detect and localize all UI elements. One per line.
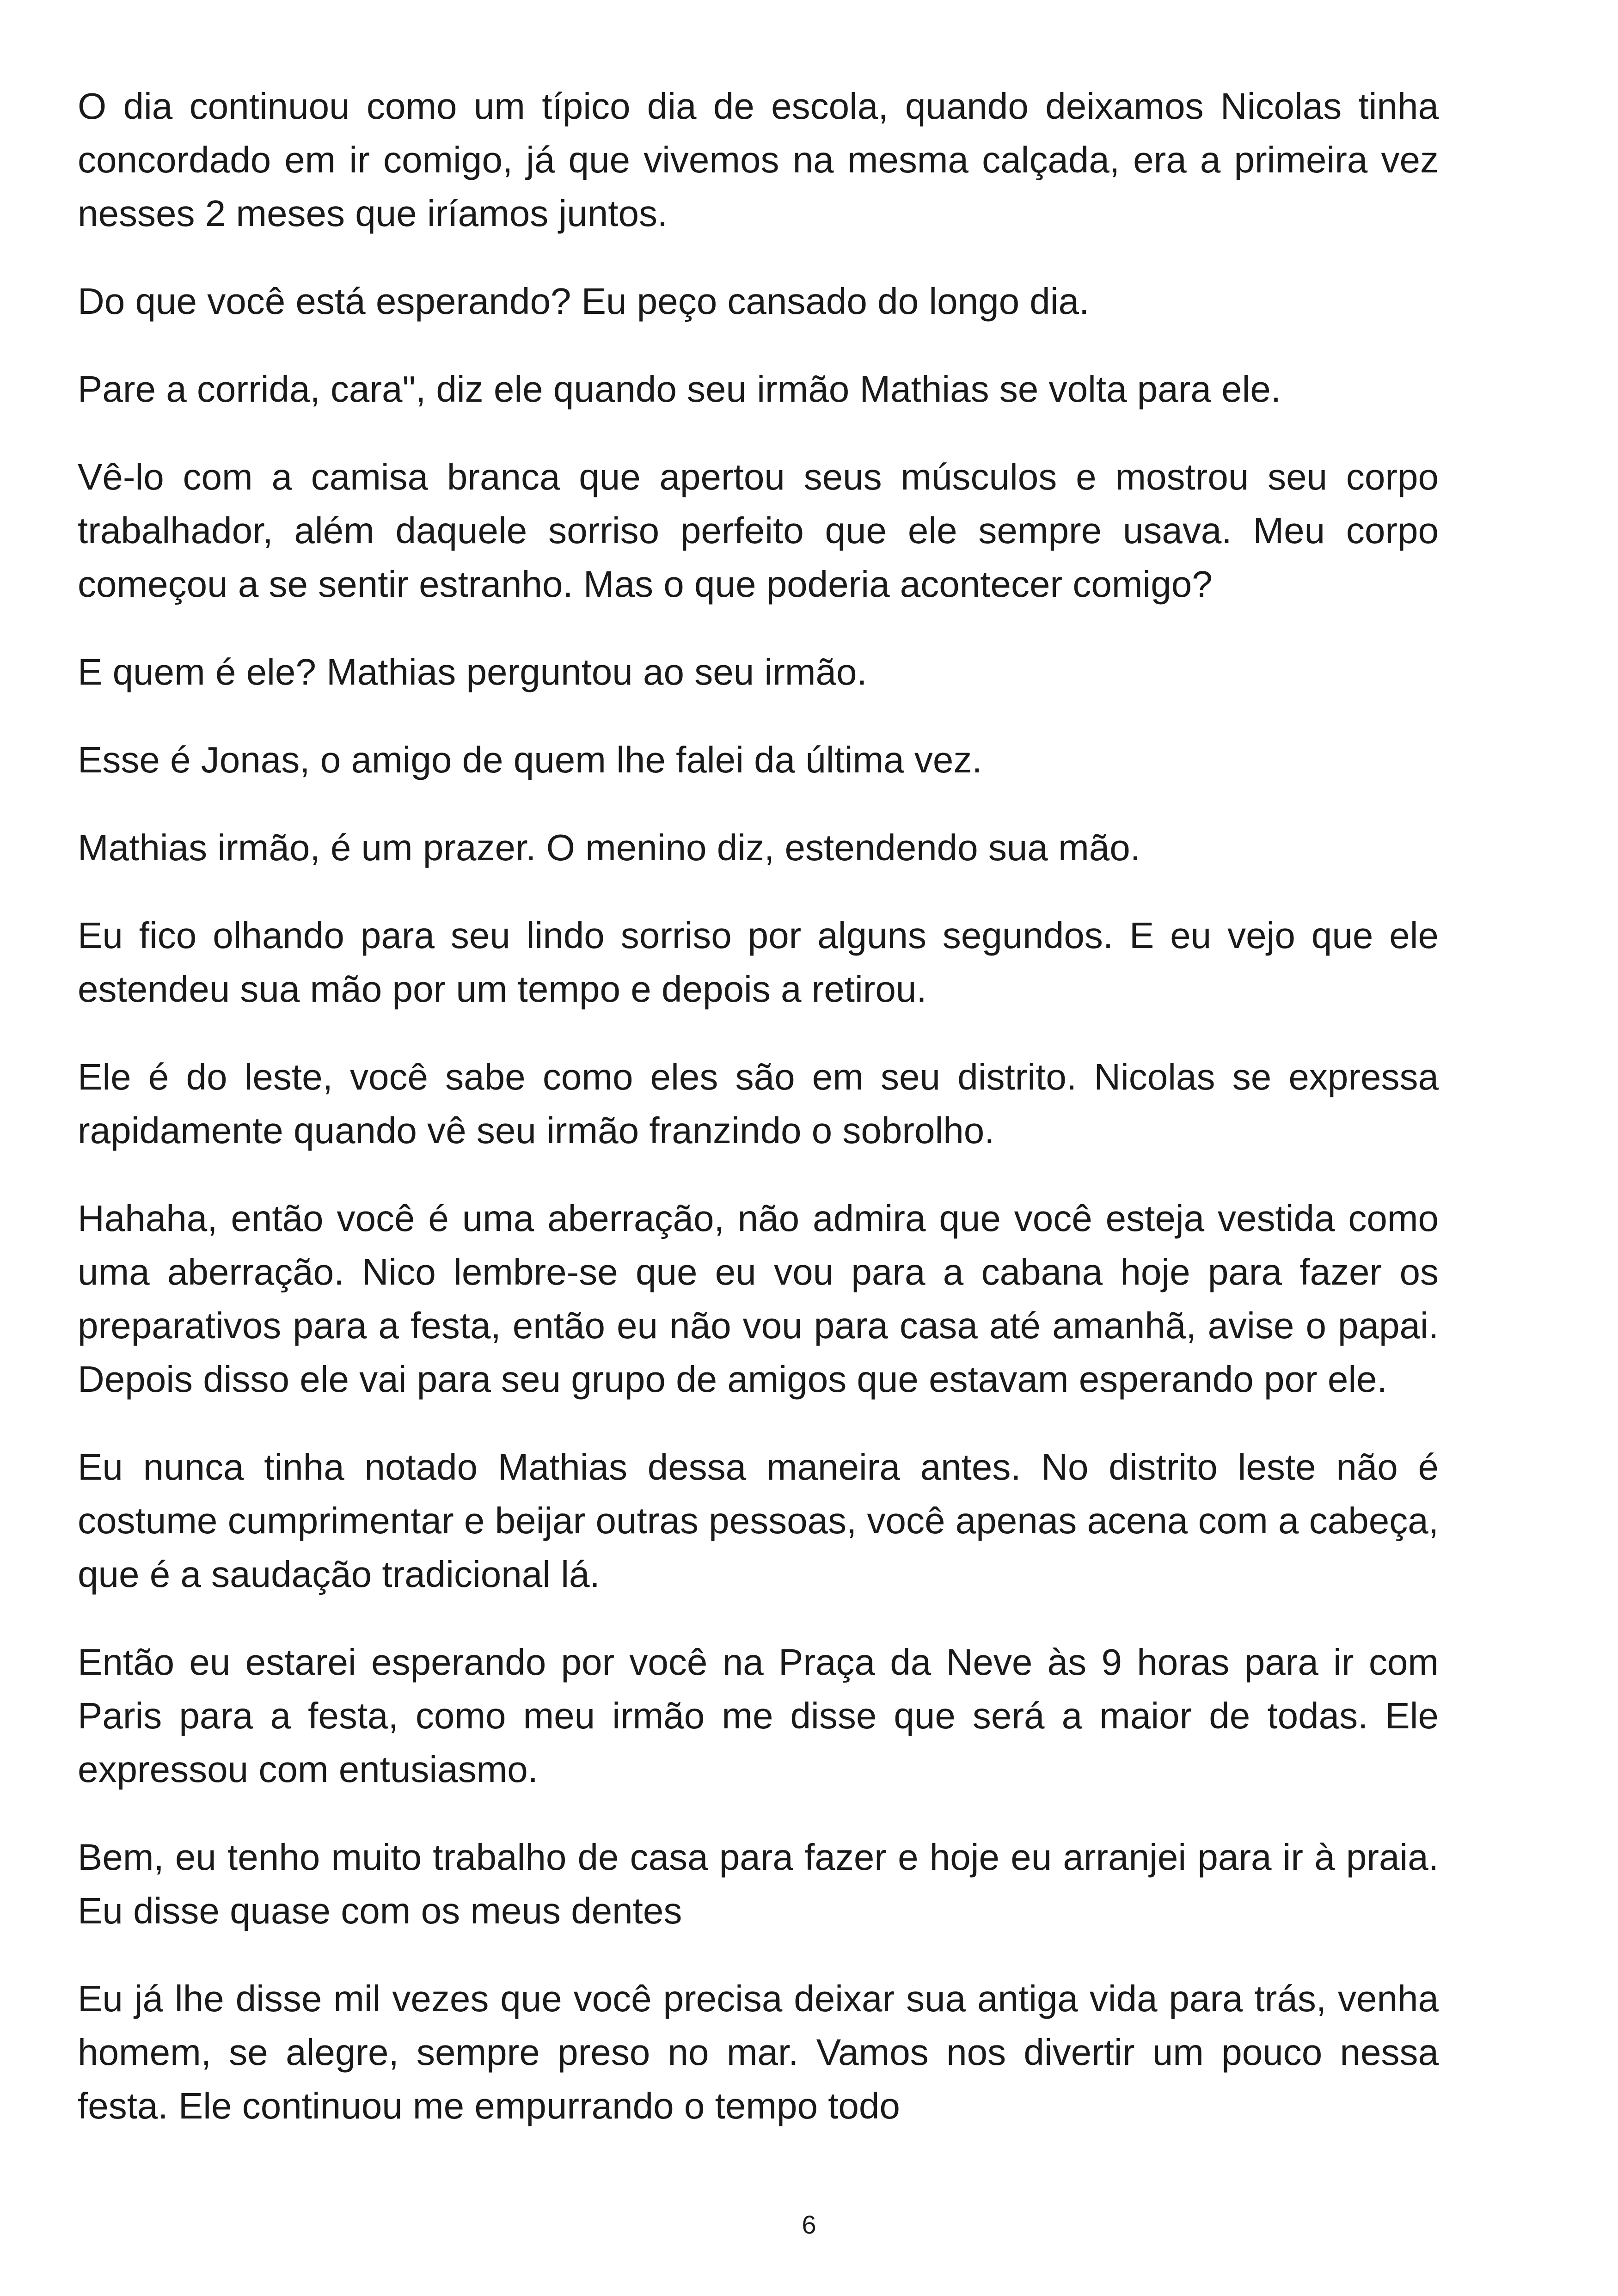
- paragraph-1: O dia continuou como um típico dia de escola, quando deixamos Nicolas tinha concordado em ir comigo, já que vivemos na mesma calçada, era a primeira vez nesses 2 meses que iríamos juntos.: [78, 86, 1439, 234]
- paragraph-10: Hahaha, então você é uma aberração, não admira que você esteja vestida como uma aberração. Nico lembre-se que eu vou para a cabana hoje para fazer os preparativos para a festa, então eu não vou para casa até amanhã, avise o papai. Depois disso ele vai para seu grupo de amigos que estavam esperando por ele.: [78, 1198, 1439, 1400]
- paragraph-2: Do que você está esperando? Eu peço cansado do longo dia.: [78, 281, 1090, 322]
- paragraph-11: Eu nunca tinha notado Mathias dessa maneira antes. No distrito leste não é costume cumprimentar e beijar outras pessoas, você apenas acena com a cabeça, que é a saudação tradicional lá.: [78, 1446, 1439, 1595]
- paragraph-12: Então eu estarei esperando por você na Praça da Neve às 9 horas para ir com Paris para a festa, como meu irmão me disse que será a maior de todas. Ele expressou com entusiasmo.: [78, 1641, 1439, 1790]
- paragraph-6: Esse é Jonas, o amigo de quem lhe falei da última vez.: [78, 739, 982, 780]
- paragraph-14: Eu já lhe disse mil vezes que você precisa deixar sua antiga vida para trás, venha homem, se alegre, sempre preso no mar. Vamos nos divertir um pouco nessa festa. Ele continuou me empurrando o tempo todo: [78, 1978, 1439, 2126]
- page-number: 6: [802, 2210, 816, 2239]
- paragraph-8: Eu fico olhando para seu lindo sorriso por alguns segundos. E eu vejo que ele estendeu sua mão por um tempo e depois a retirou.: [78, 915, 1439, 1010]
- body-text: [78, 80, 1439, 2167]
- paragraph-9: Ele é do leste, você sabe como eles são em seu distrito. Nicolas se expressa rapidamente quando vê seu irmão franzindo o sobrolho.: [78, 1056, 1439, 1151]
- paragraph-5: E quem é ele? Mathias perguntou ao seu irmão.: [78, 651, 867, 692]
- paragraph-3: Pare a corrida, cara", diz ele quando seu irmão Mathias se volta para ele.: [78, 368, 1281, 410]
- paragraph-4: Vê-lo com a camisa branca que apertou seus músculos e mostrou seu corpo trabalhador, além daquele sorriso perfeito que ele sempre usava. Meu corpo começou a se sentir estranho. Mas o que poderia acontecer comigo?: [78, 456, 1439, 605]
- paragraph-7: Mathias irmão, é um prazer. O menino diz, estendendo sua mão.: [78, 827, 1140, 868]
- paragraph-13: Bem, eu tenho muito trabalho de casa para fazer e hoje eu arranjei para ir à praia. Eu disse quase com os meus dentes: [78, 1837, 1439, 1931]
